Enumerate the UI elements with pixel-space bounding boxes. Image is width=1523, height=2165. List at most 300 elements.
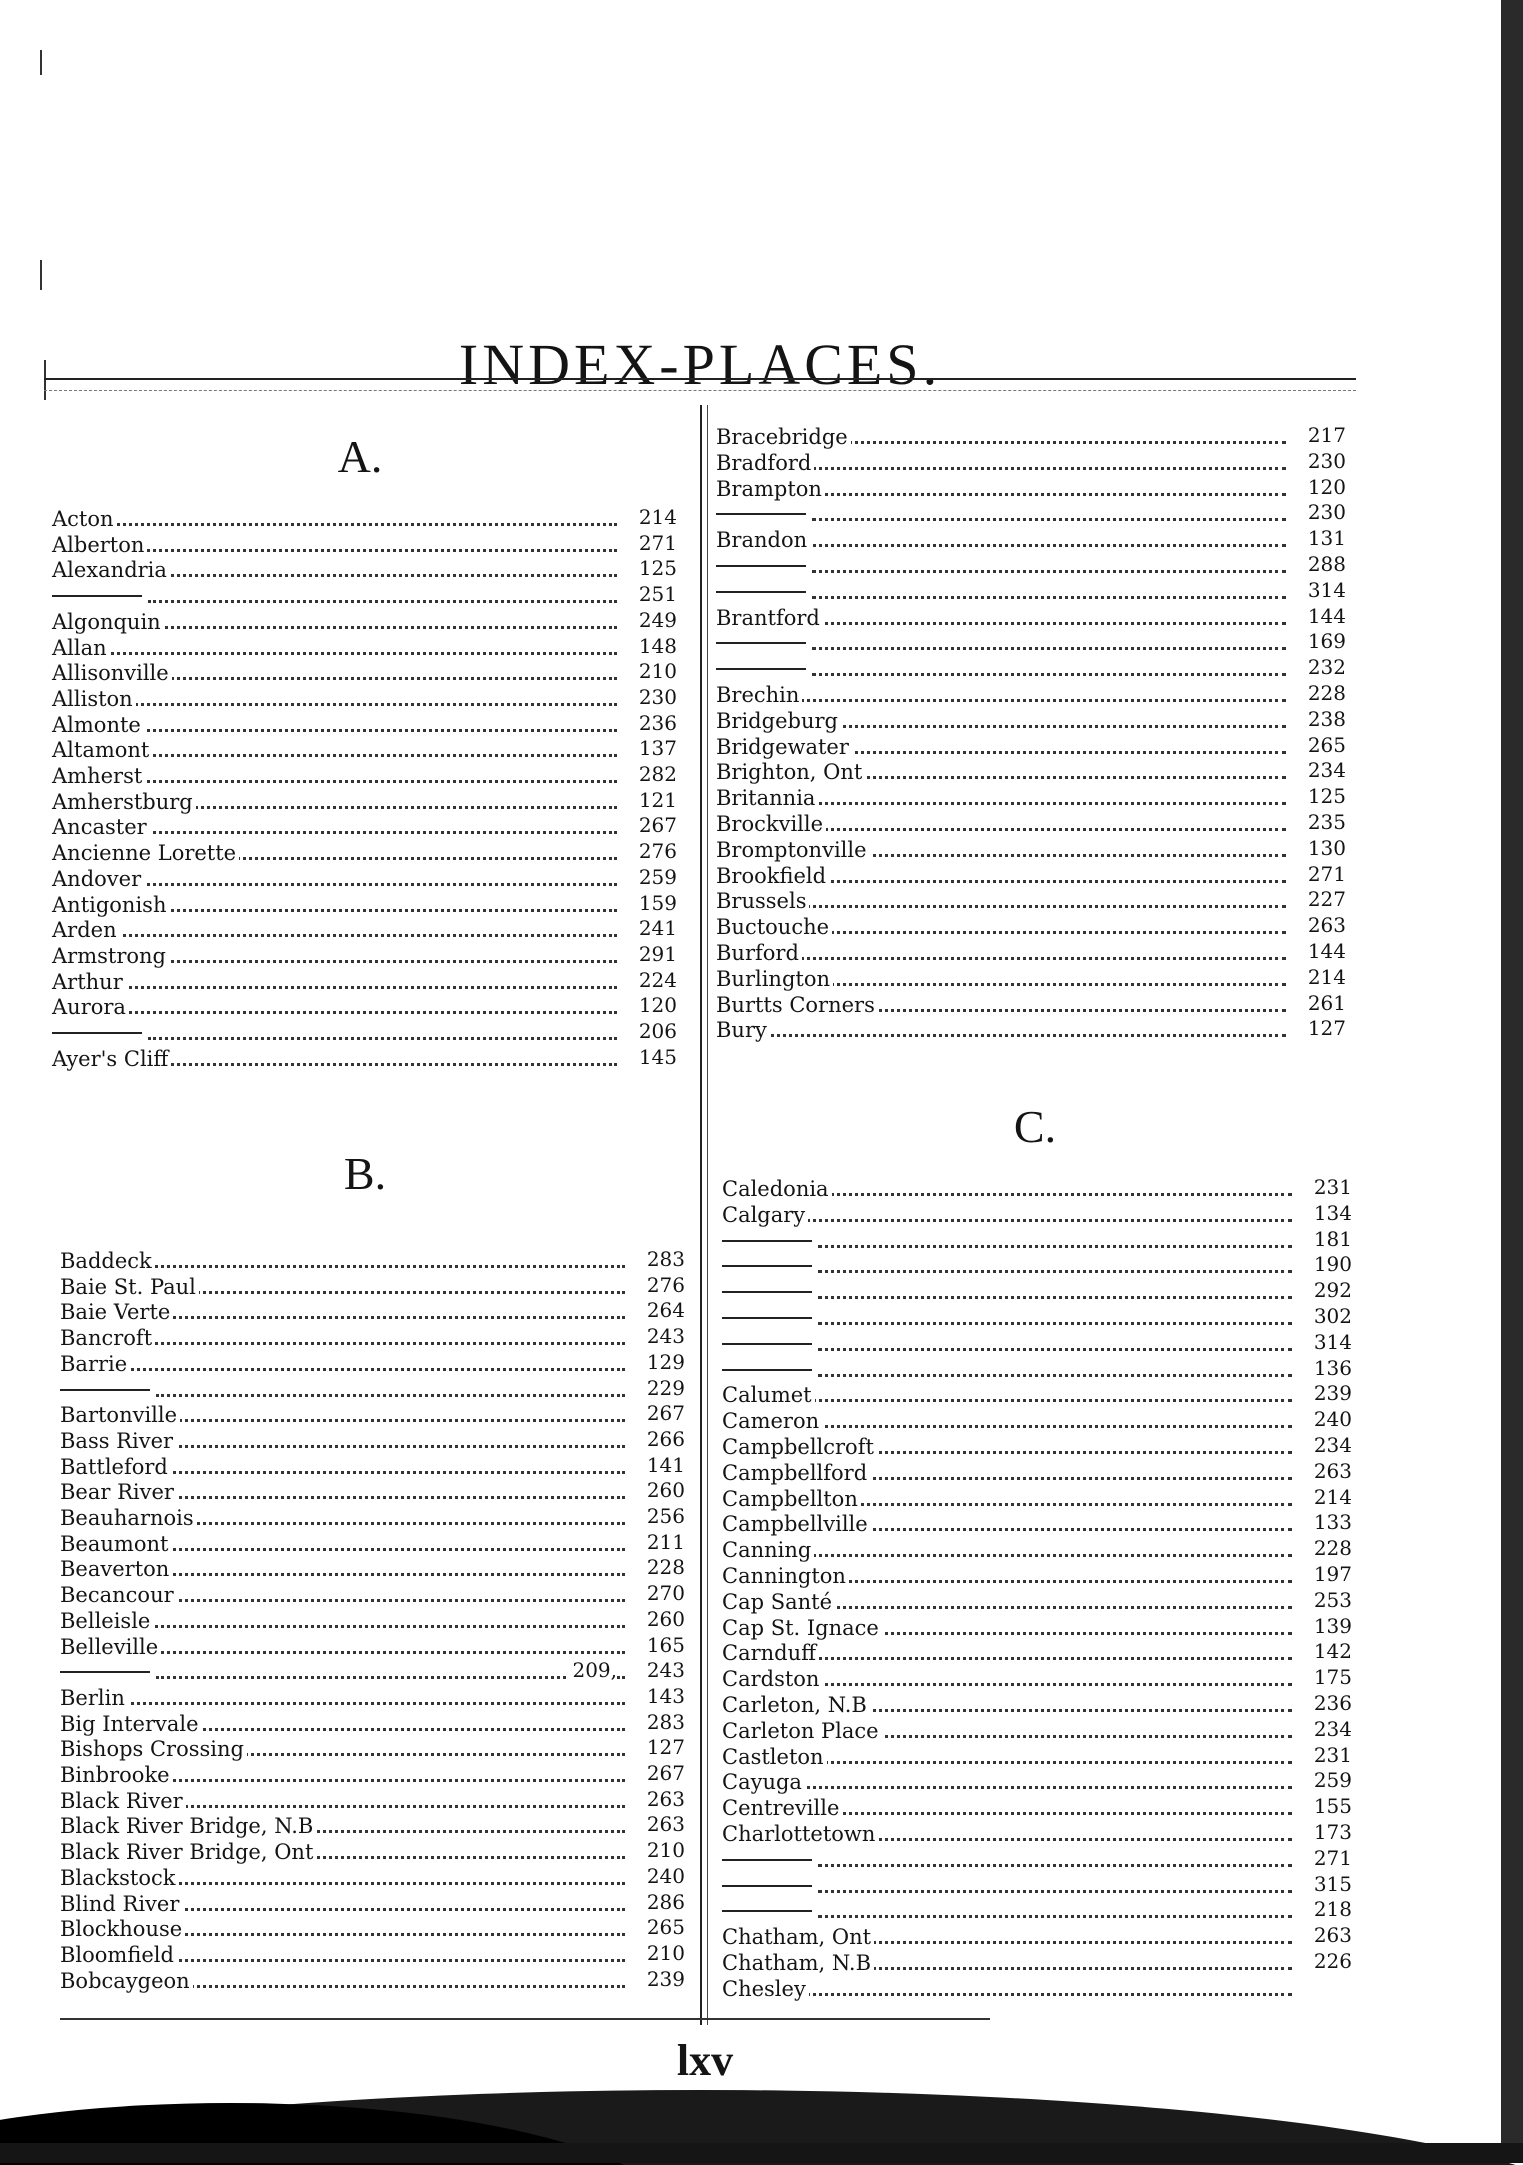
index-entry bbox=[60, 1968, 685, 1994]
index-entry bbox=[52, 789, 677, 815]
ditto-dash bbox=[722, 1317, 812, 1319]
entry-place-name: Caledonia bbox=[722, 1176, 832, 1202]
entry-page-number: 243 bbox=[646, 1658, 685, 1683]
index-entry bbox=[716, 966, 1346, 992]
entry-page-number: 120 bbox=[1307, 474, 1346, 499]
entry-place-name: Brussels bbox=[716, 888, 809, 914]
entry-page-number: 236 bbox=[638, 710, 677, 735]
entry-page-number: 226 bbox=[1313, 1949, 1352, 1973]
dot-leader bbox=[52, 523, 617, 526]
index-entry bbox=[722, 1950, 1352, 1976]
index-entry bbox=[716, 888, 1346, 914]
index-entry bbox=[722, 1486, 1352, 1512]
index-entry bbox=[60, 1274, 685, 1300]
entry-page-number: 265 bbox=[646, 1915, 685, 1940]
entry-place-name: Beauharnois bbox=[60, 1505, 197, 1531]
entry-page-number: 266 bbox=[646, 1426, 685, 1451]
index-entry bbox=[52, 506, 677, 532]
entry-page-number: 292 bbox=[1313, 1278, 1352, 1303]
index-entry bbox=[716, 553, 1346, 579]
index-entry bbox=[722, 1253, 1352, 1279]
entry-page-number: 283 bbox=[646, 1709, 685, 1734]
entry-page-number: 181 bbox=[1313, 1226, 1352, 1251]
entry-place-name: Brookfield bbox=[716, 863, 829, 889]
entry-place-name: Chatham, Ont bbox=[722, 1924, 874, 1950]
entry-place-name: Baie Verte bbox=[60, 1299, 173, 1325]
entry-page-number: 230 bbox=[1307, 500, 1346, 525]
entry-page-number: 145 bbox=[638, 1044, 677, 1069]
index-entry bbox=[722, 1331, 1352, 1357]
entry-page-number: 263 bbox=[646, 1786, 685, 1811]
index-entry bbox=[52, 917, 677, 943]
entry-place-name: Bancroft bbox=[60, 1325, 155, 1351]
page-edge-bottom bbox=[0, 2143, 1523, 2163]
dot-leader bbox=[148, 1037, 617, 1040]
index-entry bbox=[52, 686, 677, 712]
index-entry bbox=[60, 1634, 685, 1660]
index-entry bbox=[52, 840, 677, 866]
index-entry bbox=[52, 635, 677, 661]
dot-leader bbox=[716, 1034, 1286, 1037]
index-entry bbox=[52, 609, 677, 635]
index-entry bbox=[716, 914, 1346, 940]
index-entry bbox=[722, 1589, 1352, 1615]
entry-page-number: 263 bbox=[1307, 913, 1346, 938]
entry-page-number: 218 bbox=[1313, 1897, 1352, 1922]
entry-page-number: 263 bbox=[1313, 1458, 1352, 1483]
index-entry bbox=[722, 1847, 1352, 1873]
entry-place-name: Battleford bbox=[60, 1454, 171, 1480]
entry-page-number: 137 bbox=[638, 736, 677, 761]
index-entry bbox=[716, 992, 1346, 1018]
entry-place-name: Arden bbox=[52, 917, 120, 943]
index-entry bbox=[52, 532, 677, 558]
entry-page-number: 142 bbox=[1313, 1639, 1352, 1664]
entry-place-name: Bracebridge bbox=[716, 424, 851, 450]
entry-page-number: 169 bbox=[1307, 629, 1346, 654]
column-divider-inner bbox=[707, 405, 708, 2025]
index-entry bbox=[716, 1017, 1346, 1043]
entry-page-number: 228 bbox=[1313, 1536, 1352, 1561]
entry-page-number: 144 bbox=[1307, 939, 1346, 963]
dot-leader bbox=[812, 570, 1286, 573]
index-entry bbox=[60, 1942, 685, 1968]
index-entry bbox=[716, 759, 1346, 785]
entry-place-name: Chatham, N.B bbox=[722, 1950, 874, 1976]
entry-place-name: Ancaster bbox=[52, 814, 150, 840]
entry-place-name: Britannia bbox=[716, 785, 818, 811]
index-entry bbox=[52, 557, 677, 583]
entry-page-number: 238 bbox=[1307, 706, 1346, 731]
section-heading-a: A. bbox=[337, 431, 383, 482]
entry-place-name: Brandon bbox=[716, 527, 810, 553]
index-entry bbox=[60, 1736, 685, 1762]
entry-place-name: Brantford bbox=[716, 605, 823, 631]
entry-place-name: Castleton bbox=[722, 1744, 827, 1770]
entry-place-name: Barrie bbox=[60, 1351, 130, 1377]
entry-page-number: 276 bbox=[646, 1272, 685, 1297]
entry-page-number: 214 bbox=[638, 505, 677, 529]
index-entry bbox=[52, 969, 677, 995]
dot-leader bbox=[818, 1270, 1292, 1273]
entry-place-name: Buctouche bbox=[716, 914, 832, 940]
entry-page-number: 210 bbox=[646, 1838, 685, 1863]
index-entry bbox=[60, 1762, 685, 1788]
dot-leader bbox=[818, 1374, 1292, 1377]
entry-place-name: Brampton bbox=[716, 476, 825, 502]
index-entry bbox=[52, 1046, 677, 1072]
entry-page-number: 231 bbox=[1313, 1742, 1352, 1767]
dot-leader bbox=[812, 673, 1286, 676]
entry-place-name: Blackstock bbox=[60, 1865, 179, 1891]
index-entry bbox=[60, 1351, 685, 1377]
dot-leader bbox=[156, 1394, 625, 1397]
dot-leader bbox=[818, 1322, 1292, 1325]
entry-place-name: Allan bbox=[52, 635, 110, 661]
entry-place-name: Centreville bbox=[722, 1795, 842, 1821]
index-entry bbox=[722, 1795, 1352, 1821]
index-entry bbox=[716, 863, 1346, 889]
dot-leader bbox=[52, 703, 617, 706]
index-entry bbox=[60, 1505, 685, 1531]
index-entry bbox=[60, 1454, 685, 1480]
entry-place-name: Alliston bbox=[52, 686, 136, 712]
entry-page-number: 143 bbox=[646, 1683, 685, 1708]
ditto-dash bbox=[716, 642, 806, 644]
binding-mark bbox=[40, 260, 42, 290]
index-entry bbox=[722, 1563, 1352, 1589]
dot-leader bbox=[52, 934, 617, 937]
entry-page-number: 234 bbox=[1313, 1433, 1352, 1457]
index-entry bbox=[60, 1659, 685, 1685]
dot-leader bbox=[818, 1864, 1292, 1867]
ditto-dash bbox=[722, 1343, 812, 1345]
index-entry bbox=[722, 1666, 1352, 1692]
entry-page-number: 120 bbox=[638, 993, 677, 1018]
index-entry bbox=[52, 763, 677, 789]
title-rule bbox=[44, 378, 1356, 380]
entry-place-name: Cap Santé bbox=[722, 1589, 835, 1615]
ditto-dash bbox=[716, 565, 806, 567]
column-divider bbox=[700, 405, 702, 2025]
entry-place-name: Carnduff bbox=[722, 1640, 819, 1666]
entry-page-number: 136 bbox=[1313, 1355, 1352, 1380]
entry-page-number: 173 bbox=[1313, 1820, 1352, 1844]
index-entry bbox=[52, 943, 677, 969]
index-entry bbox=[722, 1898, 1352, 1924]
index-entry bbox=[60, 1428, 685, 1454]
entry-page-number: 127 bbox=[1307, 1016, 1346, 1041]
dot-leader bbox=[148, 600, 617, 603]
entry-page-number: 125 bbox=[638, 556, 677, 581]
entry-place-name: Cayuga bbox=[722, 1769, 805, 1795]
entry-place-name: Cardston bbox=[722, 1666, 822, 1692]
index-entry bbox=[52, 1020, 677, 1046]
entry-page-number: 267 bbox=[646, 1401, 685, 1426]
entry-place-name: Altamont bbox=[52, 737, 152, 763]
entry-page-number: 121 bbox=[638, 787, 677, 812]
folio-rule bbox=[60, 2018, 990, 2020]
dot-leader bbox=[818, 1915, 1292, 1918]
entry-place-name: Campbellton bbox=[722, 1486, 861, 1512]
entry-extra-page: 209, bbox=[569, 1657, 617, 1683]
index-entry bbox=[60, 1531, 685, 1557]
entry-place-name: Burtts Corners bbox=[716, 992, 878, 1018]
entry-page-number: 148 bbox=[638, 633, 677, 658]
entry-place-name: Armstrong bbox=[52, 943, 169, 969]
index-entry bbox=[722, 1408, 1352, 1434]
entry-page-number: 139 bbox=[1313, 1613, 1352, 1638]
entry-place-name: Binbrooke bbox=[60, 1762, 173, 1788]
entry-page-number: 251 bbox=[638, 582, 677, 607]
entry-page-number: 228 bbox=[646, 1555, 685, 1580]
dot-leader bbox=[722, 1786, 1292, 1789]
entry-page-number: 159 bbox=[638, 890, 677, 915]
index-entry bbox=[60, 1839, 685, 1865]
entry-place-name: Bear River bbox=[60, 1479, 177, 1505]
dot-leader bbox=[818, 1890, 1292, 1893]
index-entry bbox=[716, 424, 1346, 450]
entry-place-name: Bury bbox=[716, 1017, 770, 1043]
entry-page-number: 259 bbox=[1313, 1768, 1352, 1793]
entry-page-number: 236 bbox=[1313, 1691, 1352, 1715]
index-entry bbox=[60, 1865, 685, 1891]
entry-page-number: 175 bbox=[1313, 1665, 1352, 1690]
entry-page-number: 270 bbox=[646, 1581, 685, 1606]
entry-page-number: 260 bbox=[646, 1606, 685, 1631]
entry-page-number: 314 bbox=[1307, 577, 1346, 602]
index-entry bbox=[722, 1357, 1352, 1383]
entry-place-name: Bradford bbox=[716, 450, 814, 476]
entry-place-name: Blind River bbox=[60, 1891, 182, 1917]
entry-place-name: Allisonville bbox=[52, 660, 172, 686]
index-entry bbox=[60, 1788, 685, 1814]
index-entry bbox=[722, 1434, 1352, 1460]
entry-page-number: 129 bbox=[646, 1349, 685, 1374]
index-entry bbox=[716, 476, 1346, 502]
index-entry bbox=[60, 1711, 685, 1737]
entry-page-number: 197 bbox=[1313, 1562, 1352, 1586]
ditto-dash bbox=[722, 1910, 812, 1912]
index-entry bbox=[722, 1640, 1352, 1666]
entry-place-name: Amherstburg bbox=[52, 789, 196, 815]
index-entry bbox=[716, 785, 1346, 811]
ditto-dash bbox=[716, 591, 806, 593]
binding-mark bbox=[40, 50, 42, 75]
entry-place-name: Aurora bbox=[52, 994, 129, 1020]
title-rule-dashed bbox=[44, 390, 1356, 391]
ditto-dash bbox=[52, 1032, 142, 1034]
entry-place-name: Becancour bbox=[60, 1582, 177, 1608]
entry-place-name: Chesley bbox=[722, 1976, 809, 2002]
entry-page-number: 235 bbox=[1307, 810, 1346, 834]
index-entry bbox=[716, 940, 1346, 966]
ditto-dash bbox=[722, 1369, 812, 1371]
dot-leader bbox=[60, 1368, 625, 1371]
entry-page-number: 125 bbox=[1307, 784, 1346, 809]
entry-place-name: Algonquin bbox=[52, 609, 164, 635]
entry-place-name: Campbellcroft bbox=[722, 1434, 877, 1460]
index-entry bbox=[722, 1769, 1352, 1795]
entry-place-name: Belleisle bbox=[60, 1608, 153, 1634]
entry-place-name: Cannington bbox=[722, 1563, 849, 1589]
entry-place-name: Andover bbox=[52, 866, 144, 892]
entry-page-number: 230 bbox=[1307, 448, 1346, 473]
dot-leader bbox=[818, 1348, 1292, 1351]
entry-place-name: Cameron bbox=[722, 1408, 822, 1434]
entry-page-number: 234 bbox=[1313, 1716, 1352, 1741]
ditto-dash bbox=[52, 595, 142, 597]
entry-place-name: Campbellville bbox=[722, 1511, 871, 1537]
entry-place-name: Cap St. Ignace bbox=[722, 1615, 882, 1641]
index-entry bbox=[52, 814, 677, 840]
entry-place-name: Burford bbox=[716, 940, 802, 966]
entry-page-number: 206 bbox=[638, 1019, 677, 1043]
entry-page-number: 265 bbox=[1307, 732, 1346, 757]
index-entry bbox=[52, 583, 677, 609]
entry-page-number: 271 bbox=[1313, 1845, 1352, 1870]
entry-place-name: Baie St. Paul bbox=[60, 1274, 199, 1300]
ditto-dash bbox=[722, 1859, 812, 1861]
entry-page-number: 211 bbox=[646, 1529, 685, 1554]
entry-place-name: Beaverton bbox=[60, 1556, 172, 1582]
dot-leader bbox=[818, 1245, 1292, 1248]
entry-page-number: 315 bbox=[1313, 1871, 1352, 1896]
entry-place-name: Bloomfield bbox=[60, 1942, 177, 1968]
entry-page-number: 240 bbox=[1313, 1407, 1352, 1432]
entry-place-name: Antigonish bbox=[52, 892, 169, 918]
index-entry bbox=[722, 1228, 1352, 1254]
index-entry bbox=[60, 1402, 685, 1428]
dot-leader bbox=[52, 986, 617, 989]
entry-page-number: 134 bbox=[1313, 1200, 1352, 1225]
index-entry bbox=[716, 708, 1346, 734]
entry-page-number: 271 bbox=[638, 530, 677, 555]
entry-place-name: Carleton, N.B bbox=[722, 1692, 870, 1718]
entry-place-name: Acton bbox=[52, 506, 117, 532]
index-entry bbox=[716, 837, 1346, 863]
entry-place-name: Bridgeburg bbox=[716, 708, 841, 734]
entry-page-number: 263 bbox=[1313, 1923, 1352, 1948]
entry-page-number: 261 bbox=[1307, 990, 1346, 1015]
index-entry bbox=[722, 1692, 1352, 1718]
index-entry bbox=[60, 1325, 685, 1351]
entry-page-number: 282 bbox=[638, 762, 677, 786]
entry-page-number: 217 bbox=[1307, 423, 1346, 447]
entry-place-name: Bass River bbox=[60, 1428, 176, 1454]
entry-page-number: 231 bbox=[1313, 1175, 1352, 1199]
entry-place-name: Brighton, Ont bbox=[716, 759, 865, 785]
ditto-dash bbox=[722, 1885, 812, 1887]
dot-leader bbox=[812, 647, 1286, 650]
index-entry bbox=[716, 811, 1346, 837]
entry-page-number: 267 bbox=[646, 1761, 685, 1785]
entry-page-number: 267 bbox=[638, 813, 677, 838]
entry-page-number: 239 bbox=[1313, 1381, 1352, 1406]
index-entry bbox=[722, 1718, 1352, 1744]
entry-place-name: Big Intervale bbox=[60, 1711, 202, 1737]
entry-place-name: Black River Bridge, N.B bbox=[60, 1813, 316, 1839]
entry-page-number: 227 bbox=[1307, 887, 1346, 912]
section-heading-b: B. bbox=[343, 1148, 387, 1199]
entry-page-number: 256 bbox=[646, 1504, 685, 1528]
dot-leader bbox=[52, 1011, 617, 1014]
entry-page-number: 260 bbox=[646, 1478, 685, 1503]
index-entry bbox=[722, 1176, 1352, 1202]
entry-place-name: Alberton bbox=[52, 532, 147, 558]
entry-place-name: Calumet bbox=[722, 1382, 815, 1408]
entry-place-name: Ayer's Cliff bbox=[52, 1046, 171, 1072]
ditto-dash bbox=[716, 668, 806, 670]
index-entry bbox=[716, 450, 1346, 476]
entry-place-name: Bishops Crossing bbox=[60, 1736, 247, 1762]
entry-place-name: Bobcaygeon bbox=[60, 1968, 193, 1994]
entry-place-name: Arthur bbox=[52, 969, 126, 995]
entry-page-number: 291 bbox=[638, 941, 677, 966]
index-entry bbox=[60, 1608, 685, 1634]
dot-leader bbox=[156, 1676, 625, 1679]
entry-page-number: 144 bbox=[1307, 603, 1346, 628]
index-entry bbox=[60, 1248, 685, 1274]
entry-page-number: 229 bbox=[646, 1375, 685, 1400]
entry-place-name: Bromptonville bbox=[716, 837, 870, 863]
index-entry bbox=[52, 737, 677, 763]
entry-page-number: 228 bbox=[1307, 681, 1346, 705]
entry-place-name: Brockville bbox=[716, 811, 826, 837]
entry-page-number: 133 bbox=[1313, 1510, 1352, 1535]
index-entry bbox=[722, 1873, 1352, 1899]
entry-page-number: 286 bbox=[646, 1889, 685, 1914]
index-entry bbox=[52, 866, 677, 892]
index-entry bbox=[60, 1479, 685, 1505]
entry-page-number: 190 bbox=[1313, 1252, 1352, 1277]
entry-place-name: Alexandria bbox=[52, 557, 170, 583]
index-entry bbox=[60, 1556, 685, 1582]
index-entry bbox=[722, 1305, 1352, 1331]
entry-page-number: 283 bbox=[646, 1247, 685, 1271]
entry-place-name: Burlington bbox=[716, 966, 833, 992]
entry-place-name: Calgary bbox=[722, 1202, 808, 1228]
index-entry bbox=[60, 1891, 685, 1917]
ditto-dash bbox=[60, 1389, 150, 1391]
entry-page-number: 210 bbox=[638, 659, 677, 684]
index-entry bbox=[716, 656, 1346, 682]
ditto-dash bbox=[716, 513, 806, 515]
entry-place-name: Black River Bridge, Ont bbox=[60, 1839, 316, 1865]
entry-place-name: Charlottetown bbox=[722, 1821, 878, 1847]
index-entry bbox=[52, 994, 677, 1020]
index-entry bbox=[52, 892, 677, 918]
entry-place-name: Beaumont bbox=[60, 1531, 171, 1557]
index-entry bbox=[716, 501, 1346, 527]
entry-page-number: 239 bbox=[646, 1966, 685, 1991]
index-entry bbox=[52, 660, 677, 686]
entry-page-number: 234 bbox=[1307, 758, 1346, 783]
dot-leader bbox=[60, 1702, 625, 1705]
ditto-dash bbox=[60, 1671, 150, 1673]
entry-place-name: Belleville bbox=[60, 1634, 161, 1660]
entry-page-number: 240 bbox=[646, 1863, 685, 1888]
index-entry bbox=[716, 527, 1346, 553]
index-entry bbox=[60, 1377, 685, 1403]
index-entry bbox=[722, 1460, 1352, 1486]
dot-leader bbox=[812, 518, 1286, 521]
entry-page-number: 127 bbox=[646, 1735, 685, 1760]
entry-place-name: Brechin bbox=[716, 682, 802, 708]
entry-page-number: 243 bbox=[646, 1324, 685, 1349]
entry-page-number: 232 bbox=[1307, 655, 1346, 680]
entry-place-name: Ancienne Lorette bbox=[52, 840, 239, 866]
